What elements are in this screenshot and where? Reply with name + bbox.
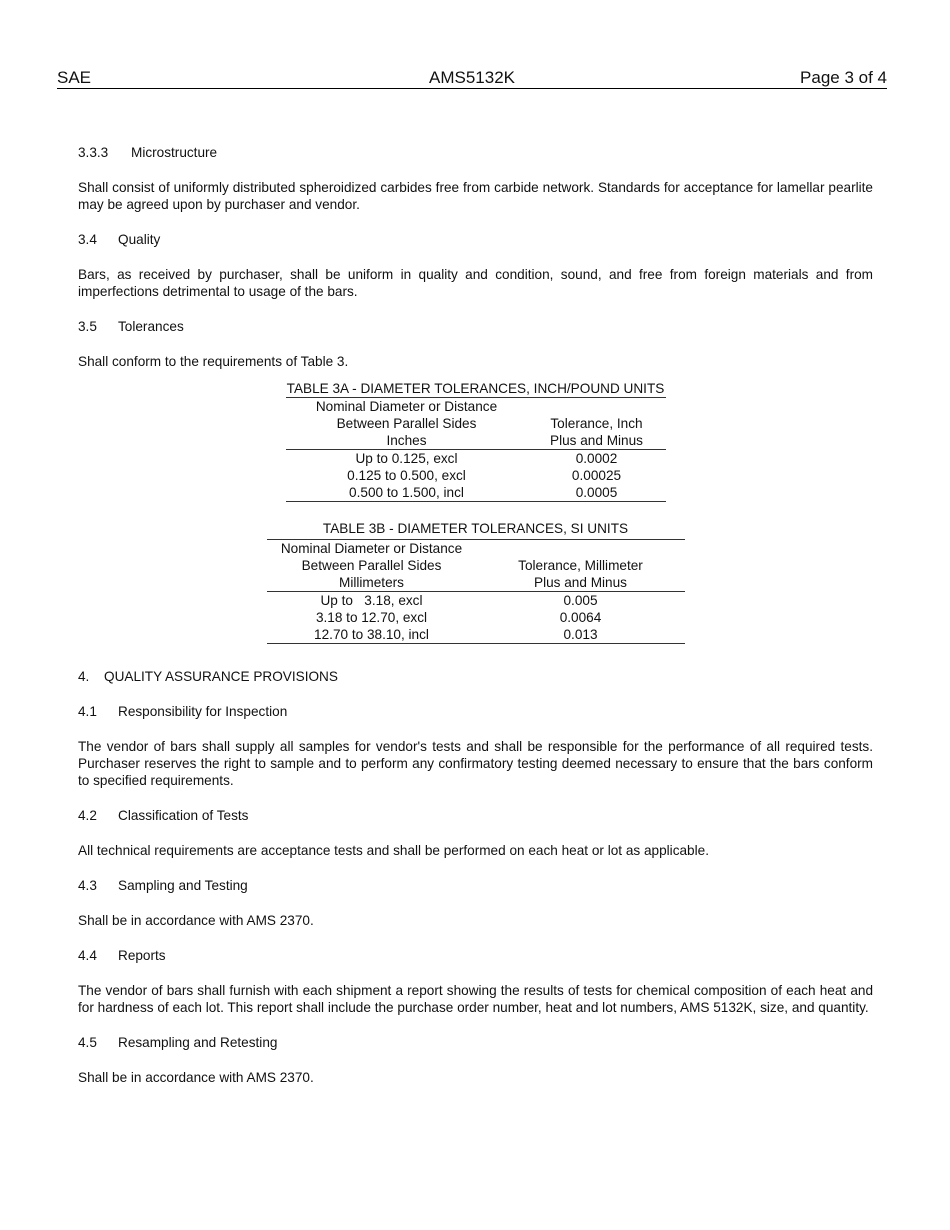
section-title: Reports bbox=[118, 948, 166, 963]
section-number: 3.4 bbox=[78, 232, 97, 247]
table-row bbox=[267, 626, 685, 644]
table-row bbox=[286, 450, 666, 468]
table-row bbox=[267, 609, 685, 626]
table-header-cell bbox=[477, 540, 685, 558]
table-3b bbox=[267, 539, 685, 644]
section-text-4-5: Shall be in accordance with AMS 2370. bbox=[78, 1070, 314, 1085]
section-number: 4.1 bbox=[78, 704, 97, 719]
section-text-3-4: Bars, as received by purchaser, shall be uniform in quality and condition, sound, and free from foreign materials and from imperfections detrimental to usage of the bars. bbox=[78, 267, 873, 299]
table-header-cell: Plus and Minus bbox=[477, 574, 685, 592]
table-cell: 0.013 bbox=[477, 626, 685, 644]
section-text-4-4: The vendor of bars shall furnish with each shipment a report showing the results of tests for chemical composition of each heat and for hardness of each lot. This report shall include the purchase order number, heat and lot numbers, AMS 5132K, size, and quantity. bbox=[78, 983, 873, 1015]
section-title: Quality bbox=[118, 232, 161, 247]
page-body bbox=[78, 144, 873, 1104]
table-3a bbox=[286, 397, 666, 502]
table-header-cell: Nominal Diameter or Distance bbox=[286, 398, 528, 416]
table-cell: 0.125 to 0.500, excl bbox=[347, 468, 466, 483]
section-title: Sampling and Testing bbox=[118, 878, 248, 893]
section-number: 3.5 bbox=[78, 319, 97, 334]
section-heading-4-5 bbox=[78, 1034, 873, 1051]
table-row bbox=[286, 467, 666, 484]
section-title: Microstructure bbox=[131, 145, 218, 160]
section-text-3-5: Shall conform to the requirements of Table 3. bbox=[78, 354, 349, 369]
section-heading-4-3 bbox=[78, 877, 873, 894]
table-cell: 0.00025 bbox=[571, 468, 622, 483]
section-heading-3-4 bbox=[78, 231, 873, 248]
section-title: Resampling and Retesting bbox=[118, 1035, 278, 1050]
section-number: 4. bbox=[78, 669, 90, 684]
table-cell: 0.005 bbox=[563, 593, 598, 608]
table-cell: 12.70 to 38.10, incl bbox=[267, 626, 477, 644]
section-heading-4-4 bbox=[78, 947, 873, 964]
section-text-4-2: All technical requirements are acceptance tests and shall be performed on each heat or lot as applicable. bbox=[78, 843, 709, 858]
table-header-cell: Nominal Diameter or Distance bbox=[267, 540, 477, 558]
section-heading-3-3-3 bbox=[78, 144, 873, 161]
table-row bbox=[286, 484, 666, 502]
section-number: 4.5 bbox=[78, 1035, 97, 1050]
section-text-4-1: The vendor of bars shall supply all samples for vendor's tests and shall be responsible for the performance of all required tests. Purchaser reserves the right to sample and to perform any confirmatory testing deemed necessary to ensure that the bars conform to specified requirements. bbox=[78, 739, 873, 788]
section-number: 4.2 bbox=[78, 808, 97, 823]
section-heading-4-1 bbox=[78, 703, 873, 720]
header-doc-number: AMS5132K bbox=[429, 68, 515, 87]
section-title: QUALITY ASSURANCE PROVISIONS bbox=[104, 669, 338, 684]
table-cell: 0.0002 bbox=[575, 451, 618, 466]
table-cell: Up to 0.125, excl bbox=[355, 451, 458, 466]
section-heading-4-2 bbox=[78, 807, 873, 824]
section-title: Tolerances bbox=[118, 319, 184, 334]
table-header-cell: Between Parallel Sides bbox=[301, 558, 442, 573]
section-heading-3-5 bbox=[78, 318, 873, 335]
section-text-3-3-3: Shall consist of uniformly distributed spheroidized carbides free from carbide network. Standards for acceptance for lamellar pearlite may be agreed upon by purchaser and vendor. bbox=[78, 180, 873, 212]
table-3b-title: TABLE 3B - DIAMETER TOLERANCES, SI UNITS bbox=[322, 521, 629, 536]
table-header-cell: Inches bbox=[286, 432, 528, 450]
page-header bbox=[57, 68, 887, 89]
table-header-cell: Plus and Minus bbox=[528, 432, 666, 450]
section-heading-4 bbox=[78, 668, 873, 685]
table-header-cell: Millimeters bbox=[267, 574, 477, 592]
section-number: 4.4 bbox=[78, 948, 97, 963]
table-header-cell: Tolerance, Millimeter bbox=[518, 558, 643, 573]
section-number: 4.3 bbox=[78, 878, 97, 893]
table-cell: 3.18 to 12.70, excl bbox=[315, 610, 428, 625]
table-header-cell bbox=[528, 398, 666, 416]
table-header-cell: Tolerance, Inch bbox=[550, 416, 643, 431]
table-row bbox=[267, 592, 685, 610]
table-cell: 0.500 to 1.500, incl bbox=[286, 484, 528, 502]
section-number: 3.3.3 bbox=[78, 145, 109, 160]
table-cell: 0.0064 bbox=[559, 610, 602, 625]
section-title: Classification of Tests bbox=[118, 808, 249, 823]
table-cell: Up to 3.18, excl bbox=[320, 593, 423, 608]
table-cell: 0.0005 bbox=[528, 484, 666, 502]
table-header-cell: Between Parallel Sides bbox=[336, 416, 477, 431]
section-text-4-3: Shall be in accordance with AMS 2370. bbox=[78, 913, 314, 928]
table-3a-title: TABLE 3A - DIAMETER TOLERANCES, INCH/POUND UNITS bbox=[286, 381, 665, 396]
section-title: Responsibility for Inspection bbox=[118, 704, 288, 719]
header-page-number: Page 3 of 4 bbox=[800, 68, 887, 87]
header-org: SAE bbox=[57, 68, 92, 87]
